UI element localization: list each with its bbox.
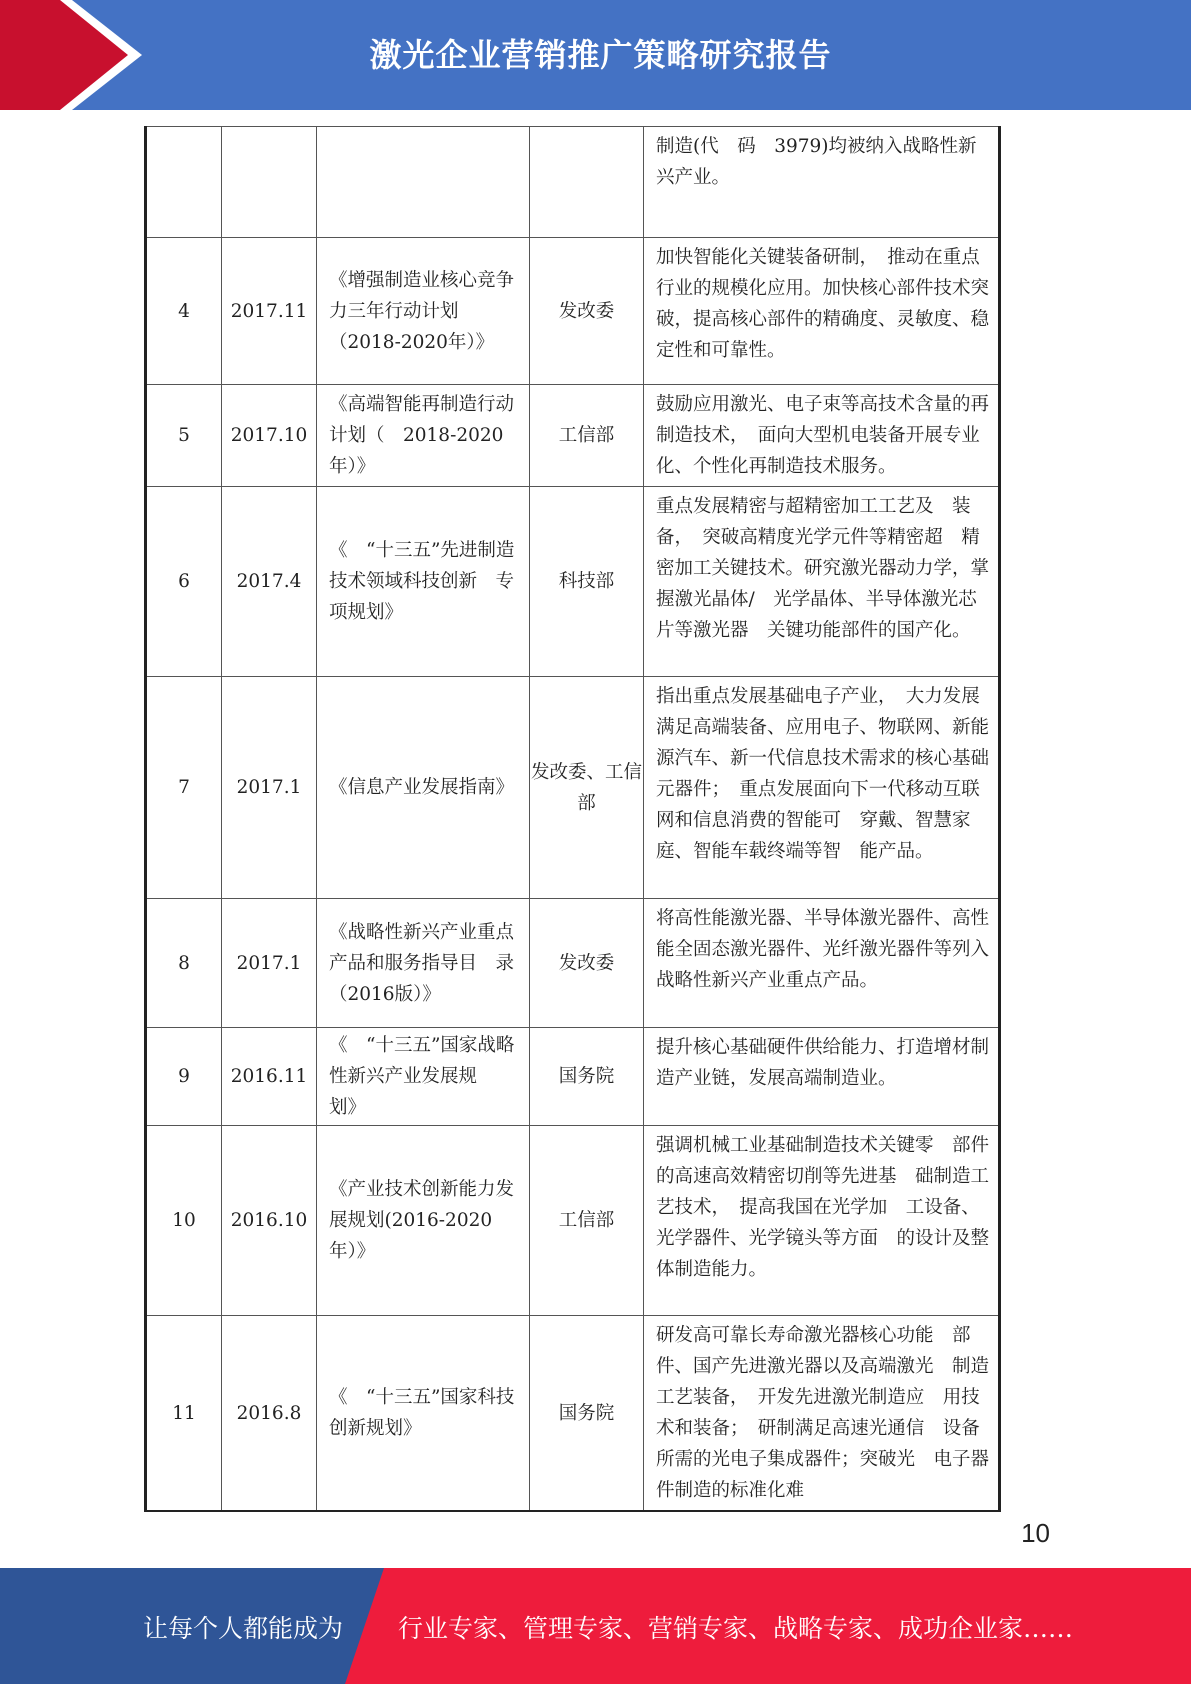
table-row — [146, 1028, 1000, 1126]
page-header — [0, 0, 1191, 110]
table-row — [146, 385, 1000, 487]
row-department: 发改委 — [530, 238, 644, 385]
footer-slogan-left: 让每个人都能成为 — [143, 1614, 344, 1643]
row-content: 鼓励应用激光、电子束等高技术含量的再制造技术， 面向大型机电装备开展专业化、个性化再制造技术服务。 — [644, 385, 1000, 487]
row-index: 5 — [146, 385, 222, 487]
row-department: 发改委 — [530, 899, 644, 1028]
row-department: 国务院 — [530, 1028, 644, 1126]
row-index: 9 — [146, 1028, 222, 1126]
footer-slogan-right: 行业专家、管理专家、营销专家、战略专家、成功企业家…… — [398, 1614, 1074, 1643]
row-policy-name: 《 “十三五”国家战略性新兴产业发展规 划》 — [317, 1028, 530, 1126]
row-content: 制造(代 码 3979)均被纳入战略性新兴产业。 — [644, 127, 1000, 238]
report-title: 激光企业营销推广策略研究报告 — [369, 36, 832, 74]
table-row — [146, 1126, 1000, 1316]
row-department: 工信部 — [530, 385, 644, 487]
row-date — [222, 127, 317, 238]
row-index: 8 — [146, 899, 222, 1028]
row-index: 10 — [146, 1126, 222, 1316]
row-date: 2017.4 — [222, 487, 317, 677]
row-policy-name — [317, 127, 530, 238]
row-date: 2017.1 — [222, 899, 317, 1028]
row-date: 2016.10 — [222, 1126, 317, 1316]
row-index: 4 — [146, 238, 222, 385]
row-policy-name: 《高端智能再制造行动计划（ 2018-2020 年）》 — [317, 385, 530, 487]
row-content: 研发高可靠长寿命激光器核心功能 部件、国产先进激光器以及高端激光 制造工艺装备， 开发先进激光制造应 用技术和装备； 研制满足高速光通信 设备所需的光电子集成器件；突破光 电子器件制造的标准化难 — [644, 1316, 1000, 1512]
row-policy-name: 《 “十三五”先进制造技术领域科技创新 专项规划》 — [317, 487, 530, 677]
row-content: 强调机械工业基础制造技术关键零 部件的高速高效精密切削等先进基 础制造工艺技术， 提高我国在光学加 工设备、光学器件、光学镜头等方面 的设计及整体制造能力。 — [644, 1126, 1000, 1316]
policy-table — [144, 126, 1001, 1512]
row-policy-name: 《信息产业发展指南》 — [317, 677, 530, 899]
page-number: 10 — [1021, 1518, 1050, 1548]
row-department: 国务院 — [530, 1316, 644, 1512]
row-index: 7 — [146, 677, 222, 899]
table-row — [146, 238, 1000, 385]
row-content: 重点发展精密与超精密加工工艺及 装备， 突破高精度光学元件等精密超 精密加工关键技术。研究激光器动力学，掌握激光晶体/ 光学晶体、半导体激光芯片等激光器 关键功能部件的国产化。 — [644, 487, 1000, 677]
row-index — [146, 127, 222, 238]
row-date: 2017.10 — [222, 385, 317, 487]
row-date: 2016.8 — [222, 1316, 317, 1512]
row-index: 6 — [146, 487, 222, 677]
row-department: 发改委、工信部 — [530, 677, 644, 899]
page-footer — [0, 1568, 1191, 1684]
table-row — [146, 487, 1000, 677]
row-content: 将高性能激光器、半导体激光器件、高性能全固态激光器件、光纤激光器件等列入战略性新兴产业重点产品。 — [644, 899, 1000, 1028]
row-policy-name: 《 “十三五”国家科技创新规划》 — [317, 1316, 530, 1512]
row-policy-name: 《增强制造业核心竞争力三年行动计划（2018-2020年）》 — [317, 238, 530, 385]
row-policy-name: 《产业技术创新能力发展规划(2016-2020 年）》 — [317, 1126, 530, 1316]
row-date: 2017.1 — [222, 677, 317, 899]
row-department: 科技部 — [530, 487, 644, 677]
row-policy-name: 《战略性新兴产业重点产品和服务指导目 录（2016版）》 — [317, 899, 530, 1028]
row-department — [530, 127, 644, 238]
row-department: 工信部 — [530, 1126, 644, 1316]
table-row — [146, 899, 1000, 1028]
row-content: 提升核心基础硬件供给能力、打造增材制造产业链，发展高端制造业。 — [644, 1028, 1000, 1126]
row-date: 2016.11 — [222, 1028, 317, 1126]
row-index: 11 — [146, 1316, 222, 1512]
table-row — [146, 677, 1000, 899]
row-content: 指出重点发展基础电子产业， 大力发展满足高端装备、应用电子、物联网、新能源汽车、新一代信息技术需求的核心基础元器件； 重点发展面向下一代移动互联网和信息消费的智能可 穿戴、智慧家庭、智能车载终端等智 能产品。 — [644, 677, 1000, 899]
table-row — [146, 127, 1000, 238]
table-row — [146, 1316, 1000, 1512]
row-date: 2017.11 — [222, 238, 317, 385]
row-content: 加快智能化关键装备研制， 推动在重点行业的规模化应用。加快核心部件技术突破，提高核心部件的精确度、灵敏度、稳定性和可靠性。 — [644, 238, 1000, 385]
